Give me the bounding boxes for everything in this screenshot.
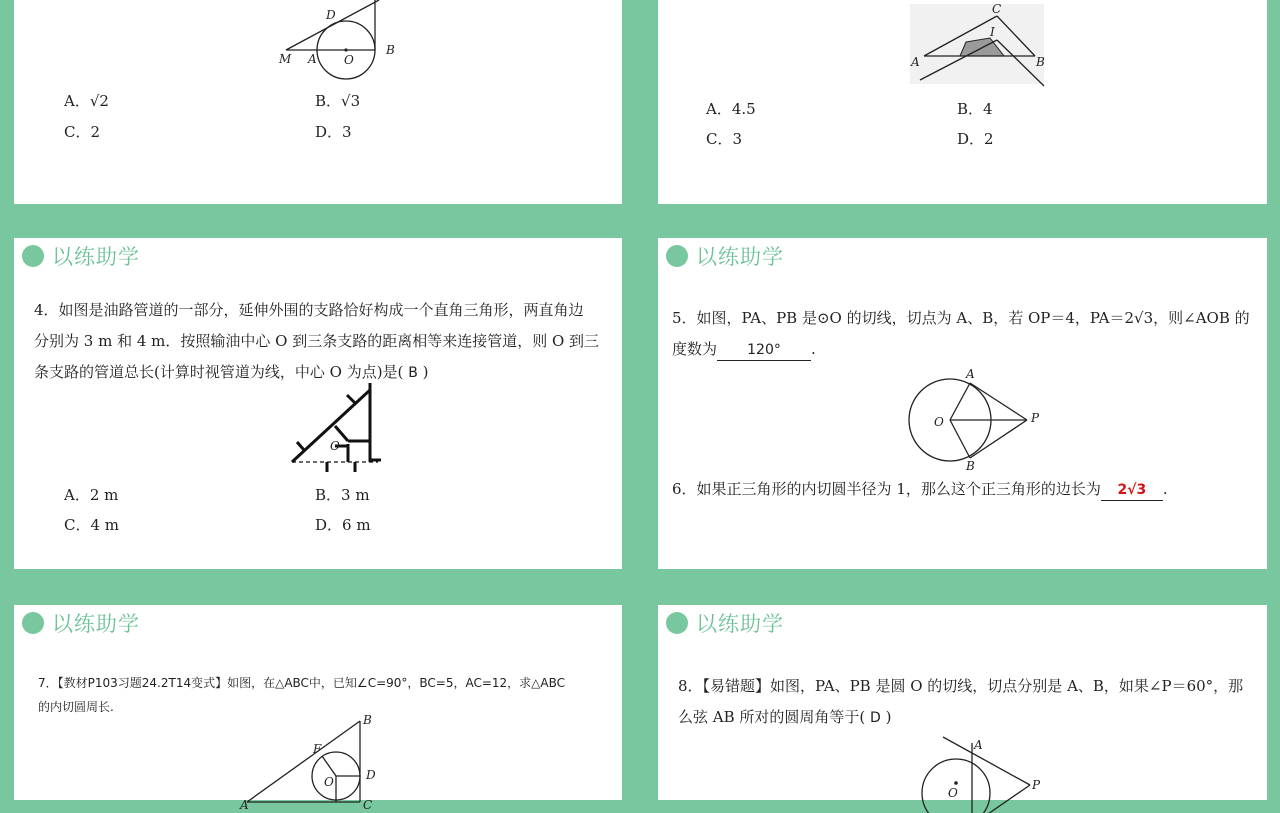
- label-d: D: [326, 8, 336, 22]
- label-c: C: [992, 2, 1002, 16]
- slide-1: [14, 0, 622, 204]
- figure-pipeline: [14, 386, 622, 486]
- option-b: B．4: [957, 100, 993, 118]
- label-o: O: [330, 439, 340, 453]
- header-dot-icon: [22, 245, 44, 267]
- label-a: A: [240, 798, 249, 812]
- question-4-answer: B: [408, 365, 418, 381]
- question-8: [678, 671, 1263, 734]
- option-c: C．2: [64, 123, 101, 141]
- option-b: B．3 m: [315, 486, 370, 504]
- header-title: 以练助学: [696, 245, 784, 269]
- figure-incircle-right-triangle: [14, 710, 622, 810]
- label-a: A: [308, 52, 317, 66]
- figure-triangle-incenter: [658, 0, 1267, 90]
- question-4: [34, 295, 614, 389]
- label-f: F: [313, 742, 322, 756]
- option-d: D．2: [957, 130, 994, 148]
- section-header: [22, 241, 140, 271]
- question-5-line-1: 5．如图，PA、PB 是⊙O 的切线，切点为 A、B，若 OP＝4，PA＝2√3，则∠AOB 的: [672, 309, 1250, 327]
- option-c: C．4 m: [64, 516, 120, 534]
- slide-2: [658, 0, 1267, 204]
- label-b: B: [363, 713, 372, 727]
- label-c: C: [363, 798, 373, 812]
- question-7-line-2: 的内切圆周长.: [38, 700, 114, 714]
- figure-tangents-circle: [658, 733, 1267, 813]
- label-o: O: [324, 775, 334, 789]
- option-d: D．3: [315, 123, 352, 141]
- section-header: [22, 608, 140, 638]
- label-a: A: [966, 367, 975, 381]
- question-8-line-2: 么弦 AB 所对的圆周角等于( D ): [678, 708, 892, 726]
- question-5-answer: 120°: [717, 340, 811, 361]
- section-header: [666, 608, 784, 638]
- option-d: D．6 m: [315, 516, 371, 534]
- label-o: O: [344, 53, 354, 67]
- label-i: I: [990, 25, 995, 39]
- header-dot-icon: [666, 245, 688, 267]
- question-6: 6．如果正三角形的内切圆半径为 1，那么这个正三角形的边长为 2√3 .: [672, 474, 1262, 505]
- question-4-line-2: 分别为 3 m 和 4 m．按照输油中心 O 到三条支路的距离相等来连接管道，则 O 到三: [34, 332, 600, 350]
- label-m: M: [279, 52, 292, 66]
- label-a: A: [911, 55, 920, 69]
- option-b: B．√3: [315, 92, 361, 110]
- section-header: [666, 241, 784, 271]
- label-p: P: [1032, 778, 1041, 792]
- slide-5: [14, 605, 622, 812]
- label-p: P: [1031, 411, 1040, 425]
- question-8-answer: D: [870, 710, 881, 726]
- question-8-line-1: 8．【易错题】如图，PA、PB 是圆 O 的切线，切点分别是 A、B，如果∠P＝60°，那: [678, 677, 1244, 695]
- option-a: A．√2: [64, 92, 109, 110]
- label-o: O: [934, 415, 944, 429]
- header-dot-icon: [22, 612, 44, 634]
- question-7-line-1: 7．【教材P103习题24.2T14变式】如图，在△ABC中，已知∠C=90°，BC=5，AC=12，求△ABC: [38, 676, 566, 690]
- option-a: A．2 m: [64, 486, 119, 504]
- header-title: 以练助学: [52, 612, 140, 636]
- option-c: C．3: [706, 130, 743, 148]
- label-b: B: [386, 43, 395, 57]
- figure-tangent-circle: [14, 0, 622, 80]
- question-4-line-1: 4．如图是油路管道的一部分，延伸外围的支路恰好构成一个直角三角形，两直角边: [34, 301, 584, 319]
- option-a: A．4.5: [706, 100, 756, 118]
- header-dot-icon: [666, 612, 688, 634]
- label-b: B: [1036, 55, 1045, 69]
- question-4-line-3: 条支路的管道总长(计算时视管道为线，中心 O 为点)是( B ): [34, 363, 429, 381]
- label-b: B: [966, 459, 975, 473]
- question-6-answer: 2√3: [1101, 480, 1163, 501]
- slide-4: [658, 238, 1267, 569]
- question-5-line-2: 度数为 120° .: [672, 334, 1262, 365]
- figure-tangents-from-p: [658, 367, 1267, 473]
- slide-6: [658, 605, 1267, 800]
- header-title: 以练助学: [52, 245, 140, 269]
- question-5: [672, 303, 1262, 365]
- label-o: O: [948, 786, 958, 800]
- label-d: D: [366, 768, 376, 782]
- slide-3: [14, 238, 622, 569]
- label-a: A: [974, 738, 983, 752]
- header-title: 以练助学: [696, 612, 784, 636]
